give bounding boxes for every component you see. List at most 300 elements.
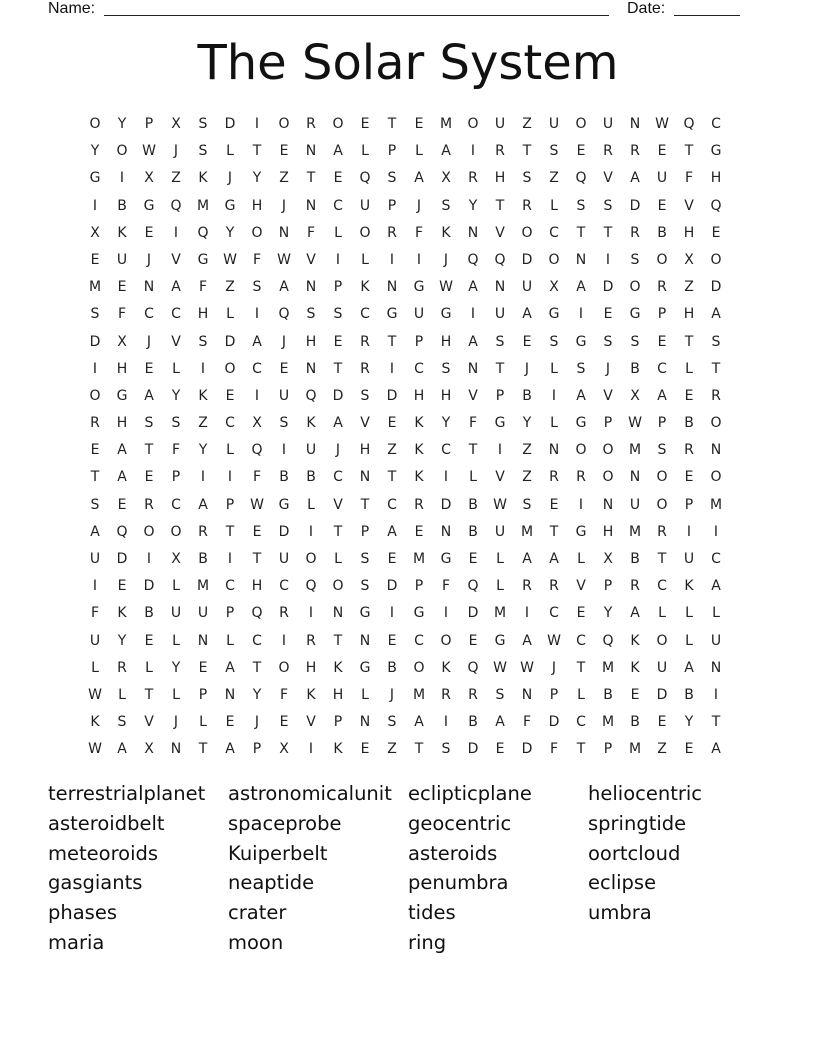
- grid-letter: N: [305, 143, 317, 160]
- grid-letter: N: [305, 279, 317, 296]
- word-list-item: moon: [228, 930, 284, 954]
- grid-letter: A: [522, 632, 532, 649]
- grid-letter: S: [144, 415, 154, 432]
- grid-letter: P: [225, 605, 235, 622]
- grid-letter: G: [224, 197, 236, 214]
- grid-letter: S: [495, 686, 505, 703]
- grid-letter: R: [279, 605, 289, 622]
- grid-letter: Z: [171, 170, 181, 187]
- grid-letter: J: [416, 197, 422, 214]
- word-list-item: terrestrialplanet: [48, 782, 206, 805]
- grid-letter: H: [305, 333, 317, 350]
- grid-letter: P: [495, 387, 505, 404]
- grid-letter: U: [629, 496, 641, 513]
- grid-letter: V: [576, 578, 586, 595]
- grid-letter: D: [89, 333, 101, 350]
- grid-letter: P: [387, 197, 397, 214]
- grid-letter: E: [711, 224, 721, 241]
- grid-letter: L: [361, 143, 369, 160]
- grid-letter: C: [657, 360, 667, 377]
- grid-letter: K: [333, 741, 343, 758]
- grid-letter: L: [550, 415, 558, 432]
- grid-letter: F: [549, 741, 559, 758]
- grid-letter: G: [548, 306, 560, 323]
- grid-letter: S: [90, 306, 100, 323]
- grid-letter: R: [468, 170, 478, 187]
- grid-letter: N: [143, 279, 155, 296]
- grid-letter: S: [198, 333, 208, 350]
- grid-letter: T: [414, 741, 424, 758]
- grid-letter: L: [550, 197, 558, 214]
- grid-letter: I: [578, 496, 584, 513]
- grid-letter: O: [305, 551, 317, 567]
- grid-letter: I: [227, 551, 233, 567]
- grid-letter: N: [359, 632, 371, 649]
- grid-letter: N: [521, 686, 533, 703]
- grid-letter: T: [360, 496, 370, 513]
- grid-letter: B: [387, 659, 397, 676]
- grid-letter: D: [602, 279, 614, 296]
- grid-letter: Y: [522, 415, 532, 432]
- word-list-item: gasgiants: [48, 871, 143, 895]
- name-label: Name:: [48, 0, 96, 17]
- grid-letter: F: [468, 415, 478, 432]
- grid-letter: U: [683, 551, 695, 567]
- grid-letter: Y: [171, 387, 181, 404]
- grid-letter: L: [307, 496, 315, 513]
- grid-letter: E: [144, 360, 154, 377]
- grid-letter: D: [386, 578, 398, 595]
- grid-letter: S: [360, 387, 370, 404]
- grid-letter: K: [198, 170, 208, 187]
- grid-letter: W: [547, 632, 561, 649]
- grid-letter: Y: [117, 632, 127, 649]
- grid-letter: D: [386, 387, 398, 404]
- grid-letter: E: [657, 714, 667, 731]
- grid-letter: G: [575, 333, 587, 350]
- grid-letter: A: [252, 333, 262, 350]
- grid-letter: L: [685, 360, 693, 377]
- grid-letter: O: [251, 224, 263, 241]
- grid-letter: W: [439, 279, 453, 296]
- word-list-item: astronomicalunit: [228, 782, 392, 805]
- grid-letter: K: [333, 659, 343, 676]
- grid-letter: I: [119, 170, 125, 187]
- grid-letter: Z: [387, 741, 397, 758]
- grid-letter: R: [360, 333, 370, 350]
- grid-letter: I: [254, 306, 260, 323]
- grid-letter: C: [711, 116, 721, 132]
- grid-letter: E: [576, 143, 586, 160]
- grid-letter: Z: [657, 741, 667, 758]
- grid-letter: O: [89, 387, 101, 404]
- grid-letter: O: [278, 659, 290, 676]
- grid-letter: R: [441, 686, 451, 703]
- grid-letter: V: [684, 197, 694, 214]
- grid-letter: G: [116, 387, 128, 404]
- grid-row: [82, 410, 736, 437]
- grid-letter: M: [439, 116, 453, 132]
- grid-letter: S: [90, 496, 100, 513]
- grid-letter: A: [198, 496, 208, 513]
- date-label: Date:: [627, 0, 666, 17]
- grid-letter: E: [387, 632, 397, 649]
- grid-letter: H: [251, 578, 263, 595]
- grid-letter: A: [414, 714, 424, 731]
- grid-letter: O: [359, 224, 371, 241]
- grid-letter: U: [116, 251, 128, 268]
- grid-letter: N: [467, 360, 479, 377]
- grid-letter: E: [279, 143, 289, 160]
- grid-letter: N: [197, 632, 209, 649]
- grid-row: [82, 573, 736, 600]
- grid-letter: G: [197, 251, 209, 268]
- grid-letter: H: [602, 523, 614, 540]
- grid-letter: W: [88, 741, 102, 758]
- grid-letter: R: [387, 224, 397, 241]
- grid-letter: E: [360, 741, 370, 758]
- grid-letter: R: [630, 578, 640, 595]
- grid-letter: Q: [251, 442, 263, 459]
- grid-letter: T: [684, 143, 694, 160]
- grid-row: [82, 709, 736, 736]
- grid-letter: U: [494, 306, 506, 323]
- grid-letter: G: [278, 496, 290, 513]
- grid-letter: K: [306, 686, 316, 703]
- grid-letter: I: [281, 442, 287, 459]
- grid-row: [82, 220, 736, 247]
- grid-letter: B: [657, 224, 667, 241]
- grid-letter: B: [630, 360, 640, 377]
- grid-letter: C: [657, 578, 667, 595]
- grid-letter: L: [415, 143, 423, 160]
- grid-letter: I: [470, 143, 476, 160]
- grid-letter: P: [414, 578, 424, 595]
- grid-letter: E: [117, 496, 127, 513]
- grid-letter: L: [226, 306, 234, 323]
- grid-letter: Q: [683, 116, 695, 132]
- grid-letter: P: [387, 143, 397, 160]
- grid-letter: H: [359, 442, 371, 459]
- grid-letter: D: [467, 605, 479, 622]
- grid-letter: B: [306, 469, 316, 486]
- grid-letter: A: [117, 741, 127, 758]
- grid-letter: L: [712, 605, 720, 622]
- grid-letter: U: [521, 279, 533, 296]
- grid-letter: Y: [198, 442, 208, 459]
- grid-letter: P: [198, 686, 208, 703]
- grid-letter: E: [333, 170, 343, 187]
- grid-letter: J: [281, 333, 287, 350]
- grid-letter: B: [117, 197, 127, 214]
- grid-letter: C: [252, 360, 262, 377]
- grid-letter: O: [521, 224, 533, 241]
- grid-letter: S: [171, 415, 181, 432]
- grid-letter: D: [548, 714, 560, 731]
- grid-letter: K: [198, 387, 208, 404]
- grid-letter: E: [657, 333, 667, 350]
- word-search-grid: [82, 111, 736, 764]
- grid-letter: P: [225, 496, 235, 513]
- grid-letter: S: [603, 197, 613, 214]
- grid-letter: B: [468, 496, 478, 513]
- grid-letter: K: [684, 578, 694, 595]
- grid-letter: E: [414, 523, 424, 540]
- word-list-item: oortcloud: [588, 841, 681, 865]
- grid-letter: N: [602, 496, 614, 513]
- grid-letter: N: [359, 469, 371, 486]
- grid-letter: R: [603, 143, 613, 160]
- grid-letter: K: [414, 415, 424, 432]
- grid-letter: D: [521, 251, 533, 268]
- grid-letter: B: [468, 714, 478, 731]
- grid-letter: Z: [522, 469, 532, 486]
- grid-letter: T: [711, 360, 721, 377]
- grid-row: [82, 437, 736, 464]
- grid-row: [82, 274, 736, 301]
- grid-letter: C: [279, 578, 289, 595]
- grid-letter: I: [200, 360, 206, 377]
- grid-letter: R: [684, 442, 694, 459]
- grid-letter: A: [630, 605, 640, 622]
- grid-letter: I: [443, 605, 449, 622]
- grid-letter: Q: [710, 197, 722, 214]
- grid-letter: G: [89, 170, 101, 187]
- grid-letter: U: [278, 551, 290, 567]
- grid-letter: U: [305, 442, 317, 459]
- grid-letter: I: [389, 605, 395, 622]
- grid-letter: A: [657, 387, 667, 404]
- grid-letter: I: [92, 578, 98, 595]
- grid-letter: D: [467, 741, 479, 758]
- grid-letter: U: [656, 659, 668, 676]
- grid-letter: V: [603, 387, 613, 404]
- grid-letter: P: [603, 578, 613, 595]
- grid-letter: F: [414, 224, 424, 241]
- grid-letter: I: [308, 523, 314, 540]
- grid-letter: H: [332, 686, 344, 703]
- grid-letter: R: [522, 197, 532, 214]
- grid-row: [82, 519, 736, 546]
- word-list-item: meteoroids: [48, 841, 159, 865]
- grid-letter: X: [90, 224, 100, 241]
- grid-letter: E: [684, 741, 694, 758]
- grid-letter: R: [414, 496, 424, 513]
- grid-row: [82, 111, 736, 138]
- grid-letter: L: [361, 686, 369, 703]
- grid-letter: A: [684, 659, 694, 676]
- grid-letter: B: [684, 686, 694, 703]
- grid-letter: M: [412, 551, 426, 567]
- page-title: The Solar System: [197, 35, 619, 91]
- grid-letter: X: [144, 170, 154, 187]
- grid-letter: A: [576, 279, 586, 296]
- grid-letter: N: [332, 605, 344, 622]
- grid-letter: M: [709, 496, 723, 513]
- grid-letter: E: [333, 333, 343, 350]
- grid-letter: K: [441, 224, 451, 241]
- grid-letter: R: [306, 632, 316, 649]
- grid-letter: R: [630, 224, 640, 241]
- grid-letter: C: [576, 632, 586, 649]
- grid-letter: R: [306, 116, 316, 132]
- grid-letter: A: [387, 523, 397, 540]
- grid-letter: S: [522, 496, 532, 513]
- grid-letter: P: [414, 333, 424, 350]
- grid-letter: O: [575, 442, 587, 459]
- grid-letter: Y: [225, 224, 235, 241]
- grid-letter: J: [605, 360, 611, 377]
- grid-letter: Y: [171, 659, 181, 676]
- grid-letter: G: [413, 279, 425, 296]
- grid-letter: V: [603, 170, 613, 187]
- grid-letter: D: [278, 523, 290, 540]
- grid-letter: N: [305, 360, 317, 377]
- grid-letter: L: [172, 632, 180, 649]
- word-list-item: Kuiperbelt: [228, 841, 328, 865]
- grid-letter: H: [440, 333, 452, 350]
- grid-letter: T: [522, 143, 532, 160]
- grid-letter: G: [440, 551, 452, 567]
- grid-letter: C: [333, 197, 343, 214]
- grid-letter: V: [171, 251, 181, 268]
- grid-letter: T: [576, 659, 586, 676]
- grid-letter: I: [389, 360, 395, 377]
- grid-letter: D: [710, 279, 722, 296]
- grid-letter: R: [630, 143, 640, 160]
- grid-letter: T: [144, 686, 154, 703]
- grid-letter: P: [333, 714, 343, 731]
- grid-letter: Q: [494, 251, 506, 268]
- grid-letter: U: [494, 116, 506, 132]
- grid-letter: G: [494, 632, 506, 649]
- grid-letter: X: [252, 415, 262, 432]
- grid-letter: V: [360, 415, 370, 432]
- grid-letter: R: [468, 686, 478, 703]
- grid-letter: S: [549, 143, 559, 160]
- grid-letter: K: [117, 224, 127, 241]
- grid-letter: P: [333, 279, 343, 296]
- grid-letter: A: [522, 306, 532, 323]
- grid-letter: C: [549, 224, 559, 241]
- grid-row: [82, 546, 736, 573]
- grid-letter: L: [226, 442, 234, 459]
- grid-letter: J: [227, 170, 233, 187]
- grid-row: [82, 736, 736, 763]
- grid-letter: H: [305, 659, 317, 676]
- grid-letter: X: [441, 170, 451, 187]
- grid-letter: P: [603, 741, 613, 758]
- grid-letter: W: [277, 251, 291, 268]
- word-list-item: heliocentric: [588, 782, 703, 805]
- grid-letter: T: [90, 469, 100, 486]
- grid-letter: Q: [602, 632, 614, 649]
- grid-letter: C: [252, 632, 262, 649]
- grid-letter: O: [116, 143, 128, 160]
- grid-letter: L: [91, 659, 99, 676]
- grid-letter: T: [333, 523, 343, 540]
- grid-letter: W: [250, 496, 264, 513]
- grid-letter: G: [359, 605, 371, 622]
- grid-letter: L: [496, 578, 504, 595]
- grid-letter: S: [495, 333, 505, 350]
- grid-letter: S: [711, 333, 721, 350]
- grid-letter: C: [171, 306, 181, 323]
- grid-letter: C: [171, 496, 181, 513]
- grid-letter: I: [281, 632, 287, 649]
- grid-letter: Y: [603, 605, 613, 622]
- grid-letter: G: [575, 415, 587, 432]
- grid-letter: T: [684, 333, 694, 350]
- grid-letter: T: [549, 523, 559, 540]
- grid-letter: V: [495, 224, 505, 241]
- grid-letter: Y: [252, 686, 262, 703]
- grid-letter: E: [468, 551, 478, 567]
- grid-letter: C: [441, 442, 451, 459]
- grid-letter: T: [252, 659, 262, 676]
- grid-letter: E: [387, 551, 397, 567]
- grid-letter: Y: [468, 197, 478, 214]
- grid-row: [82, 492, 736, 519]
- grid-letter: F: [306, 224, 316, 241]
- grid-letter: M: [520, 523, 534, 540]
- word-list-item: neaptide: [228, 871, 315, 895]
- grid-letter: U: [602, 116, 614, 132]
- grid-letter: A: [333, 143, 343, 160]
- grid-letter: S: [387, 170, 397, 187]
- grid-letter: A: [522, 551, 532, 567]
- grid-letter: C: [333, 469, 343, 486]
- grid-letter: N: [359, 714, 371, 731]
- grid-letter: J: [524, 360, 530, 377]
- grid-letter: D: [332, 387, 344, 404]
- grid-letter: V: [306, 714, 316, 731]
- grid-letter: Y: [684, 714, 694, 731]
- grid-letter: I: [308, 741, 314, 758]
- grid-letter: O: [413, 659, 425, 676]
- grid-letter: A: [468, 333, 478, 350]
- grid-letter: E: [90, 251, 100, 268]
- grid-letter: O: [143, 523, 155, 540]
- grid-letter: T: [198, 741, 208, 758]
- grid-letter: Z: [522, 442, 532, 459]
- grid-letter: F: [252, 469, 262, 486]
- grid-letter: C: [360, 306, 370, 323]
- grid-letter: E: [549, 496, 559, 513]
- grid-letter: J: [281, 197, 287, 214]
- word-list-item: umbra: [588, 901, 652, 925]
- grid-letter: Z: [684, 279, 694, 296]
- grid-letter: R: [117, 659, 127, 676]
- grid-letter: U: [278, 387, 290, 404]
- grid-letter: Z: [198, 415, 208, 432]
- date-blank-line: [674, 15, 740, 16]
- grid-letter: E: [144, 224, 154, 241]
- grid-row: [82, 301, 736, 328]
- grid-letter: W: [655, 116, 669, 132]
- grid-letter: B: [630, 714, 640, 731]
- grid-letter: Z: [549, 170, 559, 187]
- grid-letter: Y: [90, 143, 100, 160]
- grid-letter: M: [196, 578, 210, 595]
- grid-letter: P: [603, 415, 613, 432]
- grid-letter: I: [308, 605, 314, 622]
- grid-letter: S: [441, 360, 451, 377]
- grid-letter: Q: [305, 387, 317, 404]
- grid-letter: F: [522, 714, 532, 731]
- grid-letter: S: [360, 551, 370, 567]
- grid-letter: K: [414, 442, 424, 459]
